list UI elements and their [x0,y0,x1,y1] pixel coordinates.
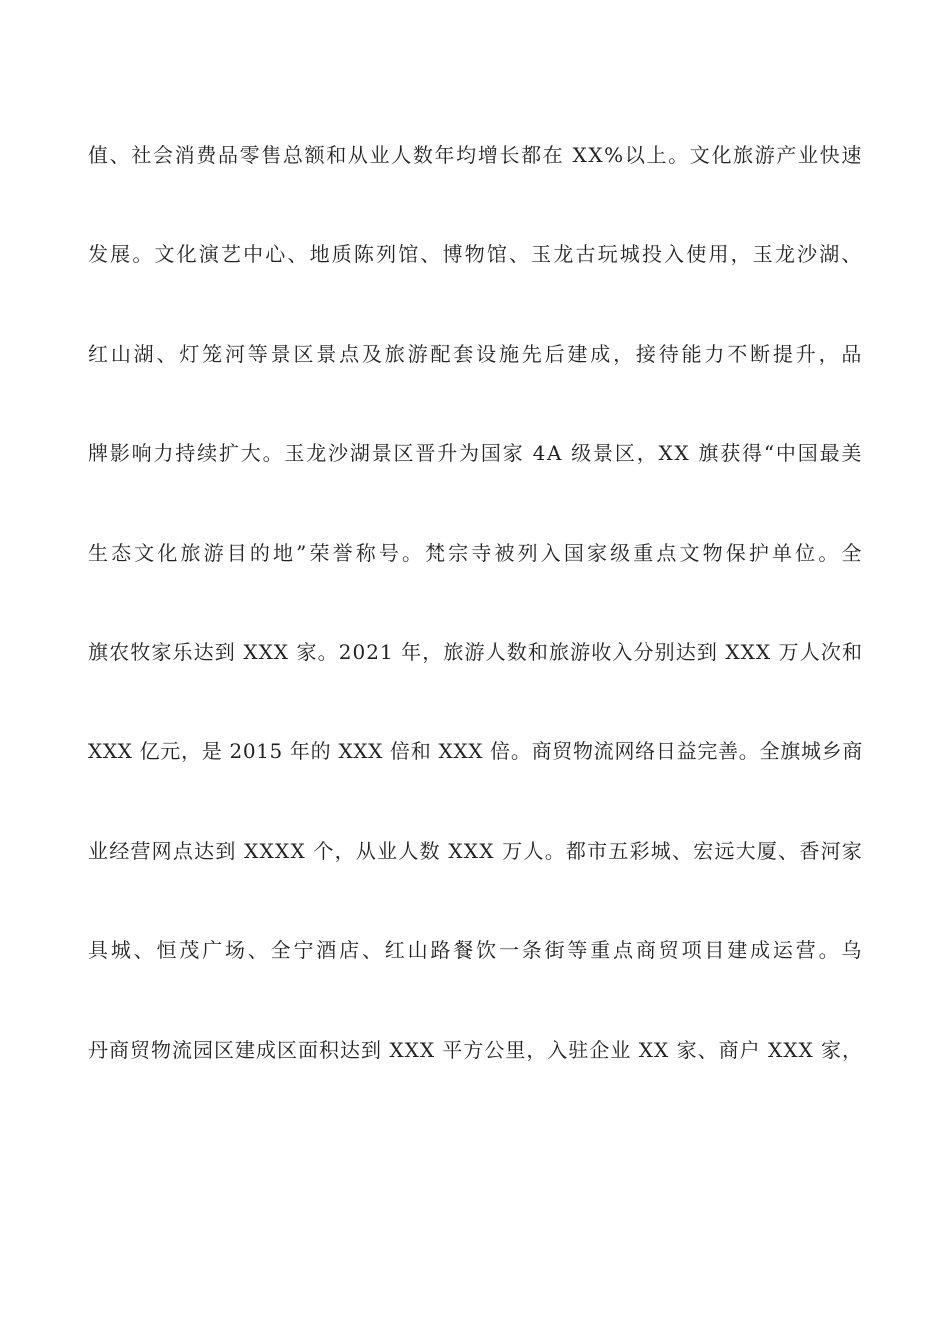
text-line-1: 值、社会消费品零售总额和从业人数年均增长都在 XX%以上。文化旅游产业快速 [88,143,863,167]
text-line-6: 旗农牧家乐达到 XXX 家。2021 年，旅游人数和旅游收入分别达到 XXX 万人次和 [88,639,863,664]
text-line-5: 生态文化旅游目的地”荣誉称号。梵宗寺被列入国家级重点文物保护单位。全 [88,540,863,565]
document-body [88,133,863,1127]
text-line-9: 具城、恒茂广场、全宁酒店、红山路餐饮一条街等重点商贸项目建成运营。乌 [88,938,863,963]
text-line-4: 牌影响力持续扩大。玉龙沙湖景区晋升为国家 4A 级景区，XX 旗获得“中国最美 [88,441,863,466]
text-line-2: 发展。文化演艺中心、地质陈列馆、博物馆、玉龙古玩城投入使用，玉龙沙湖、 [88,242,863,267]
text-line-8: 业经营网点达到 XXXX 个，从业人数 XXX 万人。都市五彩城、宏远大厦、香河家 [88,838,863,863]
text-line-10: 丹商贸物流园区建成区面积达到 XXX 平方公里，入驻企业 XX 家、商户 XXX 家， [88,1037,864,1062]
text-line-3: 红山湖、灯笼河等景区景点及旅游配套设施先后建成，接待能力不断提升，品 [88,341,863,366]
text-line-7: XXX 亿元，是 2015 年的 XXX 倍和 XXX 倍。商贸物流网络日益完善。全旗城乡商 [88,739,863,764]
